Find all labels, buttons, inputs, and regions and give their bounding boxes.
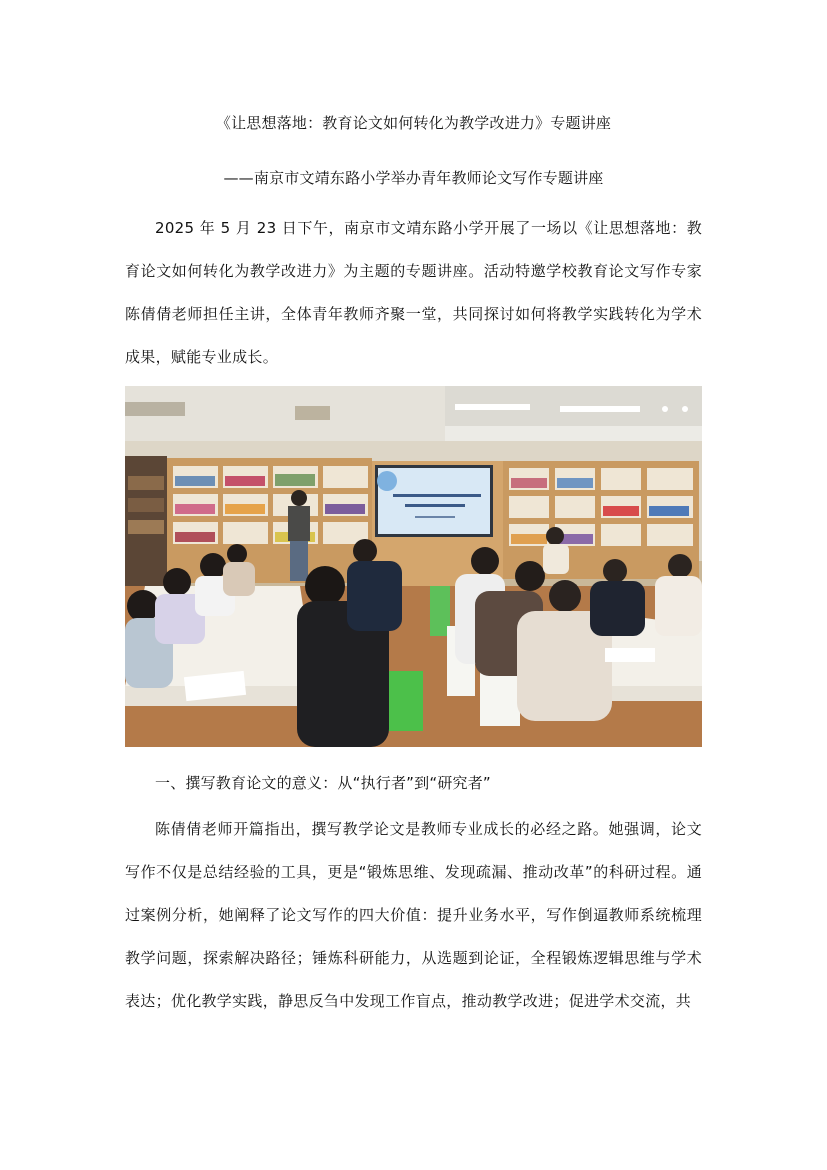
- intro-paragraph: 2025 年 5 月 23 日下午，南京市文靖东路小学开展了一场以《让思想落地：教育论文如何转化为教学改进力》为主题的专题讲座。活动特邀学校教育论文写作专家陈倩倩老师担任主讲，全体青年教师齐聚一堂，共同探讨如何将教学实践转化为学术成果，赋能专业成长。: [125, 219, 702, 366]
- section-heading: 一、撰写教育论文的意义：从“执行者”到“研究者”: [155, 774, 491, 792]
- document-subtitle: ——南京市文靖东路小学举办青年教师论文写作专题讲座: [223, 169, 604, 187]
- document-title: 《让思想落地：教育论文如何转化为教学改进力》专题讲座: [215, 114, 612, 132]
- lecture-photo: [125, 386, 702, 747]
- section-paragraph: 陈倩倩老师开篇指出，撰写教学论文是教师专业成长的必经之路。她强调，论文写作不仅是总结经验的工具，更是“锻炼思维、发现疏漏、推动改革”的科研过程。通过案例分析，她阐释了论文写作的四大价值：提升业务水平，写作倒逼教师系统梳理教学问题，探索解决路径；锤炼科研能力，从选题到论证，全程锻炼逻辑思维与学术表达；优化教学实践，静思反刍中发现工作盲点，推动教学改进；促进学术交流，共: [125, 820, 702, 1010]
